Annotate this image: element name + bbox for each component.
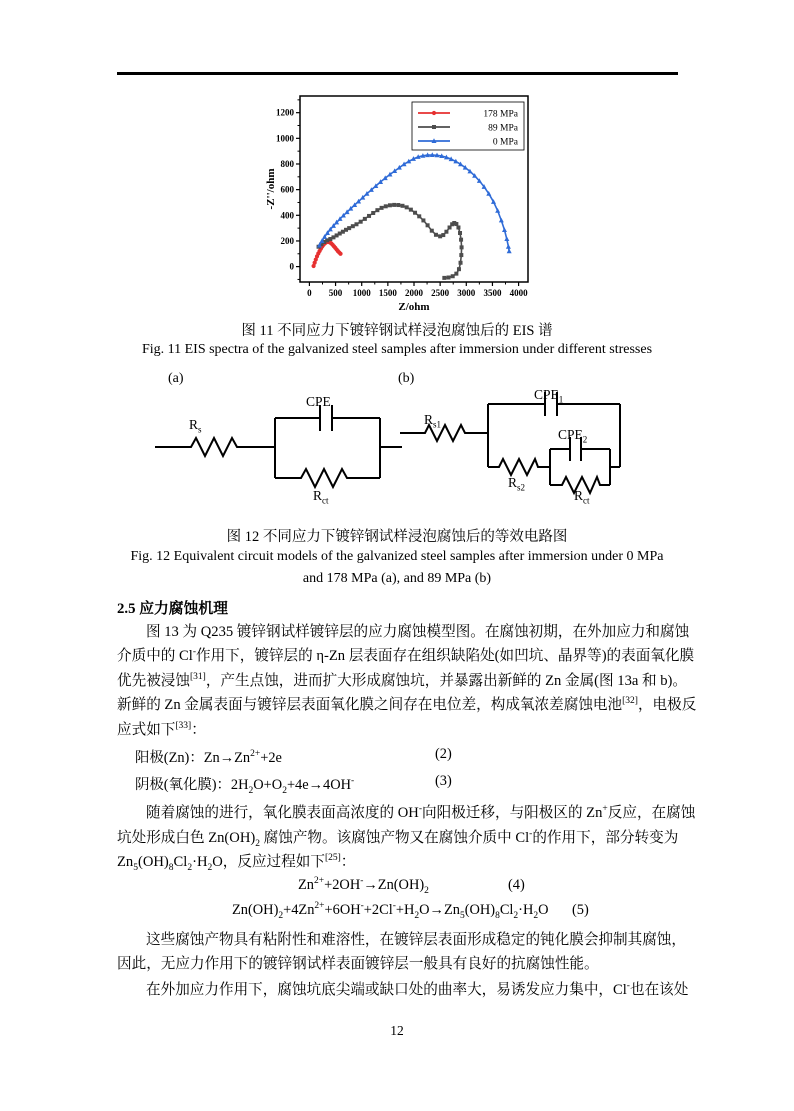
data-point — [460, 245, 464, 249]
equivalent-circuit-b — [400, 385, 680, 525]
data-point — [367, 214, 371, 218]
legend-label: 89 MPa — [488, 123, 518, 134]
body-line: 因此，无应力作用下的镀锌钢试样表面镀锌层一般具有良好的抗腐蚀性能。 — [117, 956, 599, 972]
data-point — [392, 203, 396, 207]
data-point — [447, 276, 451, 280]
equation-4 — [117, 877, 683, 894]
equation-2-number: (2) — [435, 746, 452, 762]
data-point — [359, 220, 363, 224]
y-tick-label: 1000 — [276, 133, 294, 144]
data-point — [451, 274, 455, 278]
page-number: 12 — [390, 1023, 404, 1038]
equation-4-text: $Zn^{2+}+2OH^-\to Zn(OH)_2$ — [298, 876, 429, 896]
body-line: $Zn_5(OH)_8Cl_2\cdot H_2O$，反应过程如下[25]： — [117, 853, 356, 873]
data-point — [400, 204, 404, 208]
data-point — [421, 218, 425, 222]
data-point — [417, 214, 421, 218]
data-point — [459, 261, 463, 265]
equation-5-number: (5) — [572, 902, 589, 918]
body-line: 这些腐蚀产物具有粘附性和难溶性，在镀锌层表面形成稳定的钝化膜会抑制其腐蚀， — [146, 932, 686, 948]
data-point — [459, 238, 463, 242]
resistor-rs — [155, 438, 275, 456]
fig12-caption-en-2: and 178 MPa (a), and 89 MPa (b) — [302, 571, 492, 586]
equation-2 — [117, 746, 683, 767]
y-tick-label: 800 — [280, 158, 294, 169]
data-point — [375, 208, 379, 212]
data-point — [351, 224, 355, 228]
data-point — [454, 222, 458, 226]
x-tick-label: 3500 — [483, 288, 502, 298]
y-axis-title: -Z''/ohm — [265, 168, 277, 210]
body-line: 随着腐蚀的进行，氧化膜表面高浓度的 OH-向阳极迁移，与阳极区的 Zn+反应，在腐蚀 — [146, 804, 696, 821]
x-tick-label: 500 — [328, 288, 343, 298]
fig12-caption-en-1: Fig. 12 Equivalent circuit models of the galvanized steel samples after immersion under 0 MPa — [130, 549, 664, 564]
data-point — [444, 230, 448, 234]
equation-5 — [117, 902, 683, 919]
x-tick-label: 2500 — [431, 288, 450, 298]
label-cpe1: $CPE_1$ — [534, 387, 564, 405]
data-point — [388, 203, 392, 207]
x-tick-label: 1500 — [378, 288, 397, 298]
body-line: 应式如下[33]： — [117, 721, 206, 738]
subfigure-label-b: (b) — [398, 371, 415, 386]
label-rs: $R_s$ — [189, 417, 202, 435]
equation-5-text: $Zn(OH)_2+4Zn^{2+}+6OH^-+2Cl^-+H_2O\to Zn_5(OH)_8Cl_2\cdot H_2O$ — [232, 901, 549, 921]
data-point — [363, 217, 367, 221]
label-rs2: $R_{s2}$ — [508, 475, 526, 493]
data-point — [426, 223, 430, 227]
equation-2-text: 阳极(Zn)：$Zn\to Zn^{2+}+2e$ — [135, 749, 282, 766]
fig11-caption-en: Fig. 11 EIS spectra of the galvanized steel samples after immersion under different stresses — [141, 342, 653, 357]
body-line: 介质中的 Cl-作用下，镀锌层的 η-Zn 层表面存在组织缺陷处(如凹坑、晶界等)的表面氧化膜 — [117, 647, 695, 664]
body-line: 图 13 为 Q235 镀锌钢试样镀锌层的应力腐蚀模型图。在腐蚀初期，在外加应力和腐蚀 — [146, 624, 690, 640]
label-rct-b: $R_{ct}$ — [574, 488, 590, 506]
chart-svg — [263, 92, 535, 314]
data-point — [430, 229, 434, 233]
data-point — [354, 222, 358, 226]
data-point — [432, 111, 436, 115]
x-tick-label: 1000 — [352, 288, 371, 298]
equation-3-text: 阴极(氧化膜)：$2H_2O+O_2+4e\to 4OH^-$ — [135, 776, 355, 796]
series-line-0MPa — [319, 155, 509, 251]
label-rct: $R_{ct}$ — [313, 488, 329, 506]
data-point — [442, 276, 446, 280]
data-point — [506, 244, 511, 249]
label-cpe2: $CPE_2$ — [558, 427, 588, 445]
x-tick-label: 3000 — [457, 288, 476, 298]
fig11-caption-zh: 图 11 不同应力下镀锌钢试样浸泡腐蚀后的 EIS 谱 — [241, 323, 553, 339]
y-tick-label: 200 — [280, 235, 294, 246]
data-point — [405, 205, 409, 209]
resistor-rs2 — [488, 459, 550, 475]
equation-3-number: (3) — [435, 773, 452, 789]
data-point — [457, 267, 461, 271]
label-cpe: CPE — [306, 394, 331, 409]
data-point — [409, 208, 413, 212]
data-point — [380, 206, 384, 210]
body-line: 新鲜的 Zn 金属表面与镀锌层表面氧化膜之间存在电位差，构成氧浓差腐蚀电池[32]，电极反 — [117, 696, 697, 713]
series-line-89MPa — [319, 205, 462, 278]
y-tick-label: 600 — [280, 184, 294, 195]
data-point — [432, 125, 436, 129]
x-axis-title: Z/ohm — [398, 301, 430, 313]
equation-3 — [117, 773, 683, 794]
y-tick-label: 0 — [289, 261, 294, 272]
section-heading: 2.5 应力腐蚀机理 — [117, 601, 228, 617]
data-point — [499, 218, 504, 223]
equivalent-circuit-a — [140, 388, 410, 518]
data-point — [502, 227, 507, 232]
resistor-rct — [275, 469, 380, 487]
data-point — [384, 204, 388, 208]
data-point — [338, 252, 342, 256]
x-tick-label: 0 — [307, 288, 312, 298]
data-point — [396, 203, 400, 207]
data-point — [458, 231, 462, 235]
data-point — [454, 272, 458, 276]
eis-nyquist-chart — [263, 92, 535, 314]
equation-4-number: (4) — [508, 877, 525, 893]
body-line: 在外加应力作用下，腐蚀坑底尖端或缺口处的曲率大，易诱发应力集中，Cl-也在该处 — [146, 981, 689, 998]
x-tick-label: 2000 — [405, 288, 423, 298]
header-rule — [117, 72, 678, 75]
data-point — [371, 211, 375, 215]
y-tick-label: 1200 — [276, 107, 294, 118]
label-rs1: $R_{s1}$ — [424, 412, 442, 430]
legend-label: 178 MPa — [483, 109, 518, 120]
resistor-rs1 — [400, 425, 488, 441]
y-tick-label: 400 — [280, 210, 294, 221]
fig12-caption-zh: 图 12 不同应力下镀锌钢试样浸泡腐蚀后的等效电路图 — [226, 529, 568, 545]
x-tick-label: 4000 — [509, 288, 528, 298]
data-point — [456, 225, 460, 229]
data-point — [434, 233, 438, 237]
legend-label: 0 MPa — [492, 137, 518, 148]
data-point — [459, 253, 463, 257]
body-line: 优先被浸蚀[31]，产生点蚀，进而扩大形成腐蚀坑，并暴露出新鲜的 Zn 金属(图 13a 和 b)。 — [117, 672, 687, 689]
data-point — [507, 249, 512, 254]
data-point — [504, 236, 509, 241]
data-point — [347, 226, 351, 230]
subfigure-label-a: (a) — [168, 371, 184, 386]
data-point — [413, 211, 417, 215]
body-line: 坑处形成白色 $Zn(OH)_2$ 腐蚀产物。该腐蚀产物又在腐蚀介质中 Cl-的作用下，部分转变为 — [117, 829, 679, 849]
